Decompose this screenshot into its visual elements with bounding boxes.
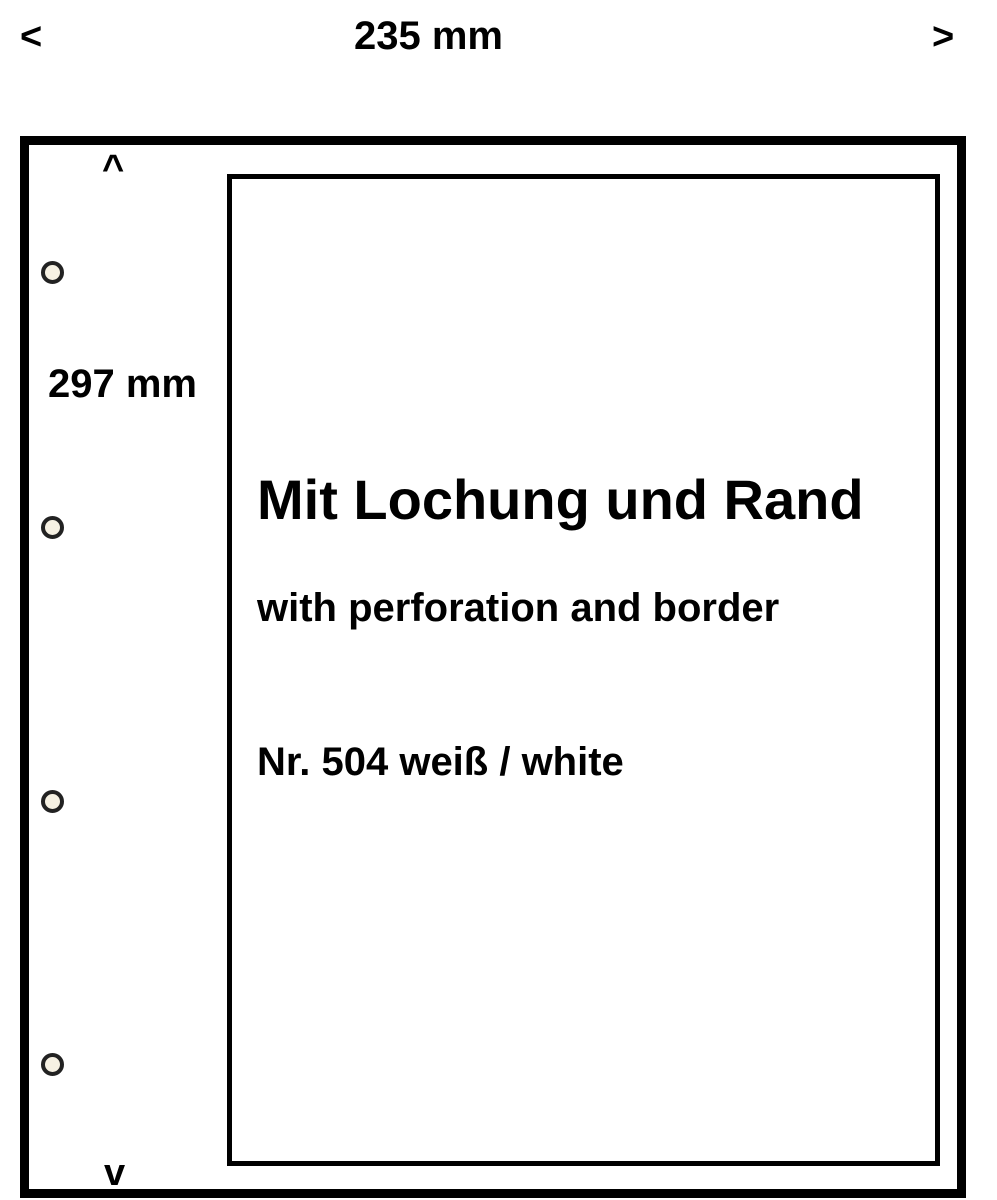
product-number: Nr. 504 weiß / white <box>257 740 624 784</box>
height-label: 297 mm <box>48 362 197 406</box>
width-right-arrow: > <box>932 16 955 58</box>
sheet-heading: Mit Lochung und Rand <box>257 468 864 531</box>
width-left-arrow: < <box>20 16 43 58</box>
width-label: 235 mm <box>354 14 503 58</box>
perforation-hole-icon <box>41 1053 64 1076</box>
perforation-hole-icon <box>41 790 64 813</box>
perforation-hole-icon <box>41 516 64 539</box>
sheet-subheading: with perforation and border <box>257 586 780 630</box>
perforation-hole-icon <box>41 261 64 284</box>
inner-border-frame <box>227 174 940 1166</box>
height-top-arrow: ^ <box>102 148 125 190</box>
height-bottom-arrow: v <box>104 1152 126 1194</box>
